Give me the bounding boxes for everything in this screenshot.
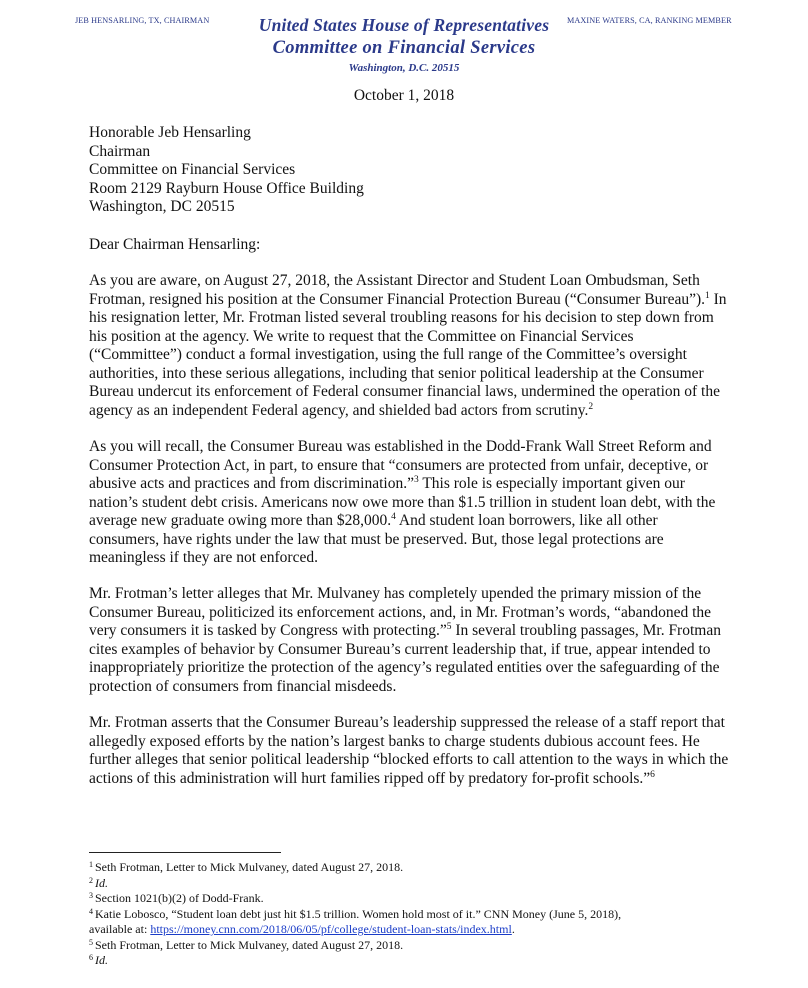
paragraph-2 [89,438,729,568]
footnote [89,938,729,954]
footnote-ref: 5 [446,622,452,632]
paragraph-text: Mr. Frotman asserts that the Consumer Bureau’s leadership suppressed the release of a staff report that allegedly exposed efforts by the nation’s largest banks to charge students dubious account fees. He further alleges that senior political leadership “blocked efforts to call attention to the ways in which the actions of this administration will hurt families ripped off by predatory for-profit schools.” [89,714,729,787]
footnote-continued [89,922,729,938]
address-line: Washington, DC 20515 [89,198,235,215]
footnote-ref: 3 [413,475,419,485]
footnote-ref: 4 [391,512,396,522]
footnote-ref: 6 [650,769,655,780]
paragraph-3 [89,585,729,696]
footnote-text: Katie Lobosco, “Student loan debt just hit $1.5 trillion. Women hold most of it.” CNN Money (June 5, 2018), [95,906,622,921]
letterhead-house: United States House of Representatives [258,15,550,35]
footnote-number: 2 [89,875,93,885]
footnote-text: available at: [89,922,151,936]
footnote-link[interactable]: https://money.cnn.com/2018/06/05/pf/college/student-loan-stats/index.html [150,922,512,936]
paragraph-text: And student loan borrowers, like all other consumers, have rights under the law that must be preserved. But, those legal protections are meaningless if they are not enforced. [89,512,664,566]
footnote-number: 4 [89,906,93,916]
footnote-number: 1 [89,860,93,869]
footnote-text: Id. [95,953,108,967]
address-line: Committee on Financial Services [89,161,296,178]
footnote-number: 5 [89,937,93,947]
footnote [89,953,729,969]
salutation: Dear Chairman Hensarling: [89,236,261,253]
letter-date: October 1, 2018 [353,87,455,104]
footnote [89,891,729,907]
letterhead-chairman: JEB HENSARLING, TX, CHAIRMAN [75,16,210,25]
footnote-rule [89,852,281,853]
letterhead [0,14,808,76]
address-line: Chairman [89,142,151,160]
footnote [89,876,729,892]
footnote-ref: 2 [588,401,594,412]
paragraph-text: In several troubling passages, Mr. Frotman cites examples of behavior by Consumer Bureau’s current leadership that, if true, appear intended to inappropriately prioritize the protection of the agency’s regulated entities over the safeguarding of the protection of consumers from financial misdeeds. [89,622,721,695]
footnote-text: Id. [95,875,108,890]
paragraph-text: As you are aware, on August 27, 2018, the Assistant Director and Student Loan Ombudsman, Seth Frotman, resigned his position at the Consumer Financial Protection Bureau (“Consumer Bureau”). [89,272,705,308]
footnote-number: 6 [89,953,93,962]
paragraph-text: In his resignation letter, Mr. Frotman listed several troubling reasons for his decision to step down from his position at the agency. We write to request that the Committee on Financial Services (“Committee”) conduct a formal investigation, using the full range of the Committee’s oversight authorities, into these serious allegations, including that senior political leadership at the Consumer Bureau undercut its enforcement of Federal consumer financial laws, undermined the operation of the agency as an independent Federal agency, and shielded bad actors from scrutiny. [89,290,727,419]
recipient-address [89,124,729,217]
letterhead-city: Washington, D.C. 20515 [348,62,460,74]
footnote-number: 3 [89,891,93,900]
paragraph-1 [89,272,729,420]
footnote [89,907,729,923]
paragraph-4 [89,714,729,788]
footnotes [89,860,729,969]
footnote-text: Seth Frotman, Letter to Mick Mulvaney, dated August 27, 2018. [95,860,404,874]
footnote-ref: 1 [705,290,710,301]
letterhead-committee: Committee on Financial Services [272,38,536,58]
letterhead-ranking-member: MAXINE WATERS, CA, RANKING MEMBER [567,16,732,25]
address-line: Room 2129 Rayburn House Office Building [89,179,364,197]
footnote-text: . [511,922,515,936]
paragraph-text: Mr. Frotman’s letter alleges that Mr. Mulvaney has completely upended the primary mission of the Consumer Bureau, politicized its enforcement actions, and, in Mr. Frotman’s words, “abandoned the very consumers it is tasked by Congress with protecting.” [89,585,712,639]
footnote [89,860,729,876]
paragraph-text: As you will recall, the Consumer Bureau was established in the Dodd-Frank Wall Street Reform and Consumer Protection Act, in part, to ensure that “consumers are protected from unfair, deceptive, or abusive acts and practices and from discrimination.” [89,438,712,492]
address-line: Honorable Jeb Hensarling [89,124,251,141]
footnote-text: Section 1021(b)(2) of Dodd-Frank. [95,891,264,905]
footnote-text: Seth Frotman, Letter to Mick Mulvaney, dated August 27, 2018. [95,937,404,952]
paragraph-text: This role is especially important given our nation’s student debt crisis. Americans now owe more than $1.5 trillion in student loan debt, with the average new graduate owing more than $28,000. [89,475,716,529]
